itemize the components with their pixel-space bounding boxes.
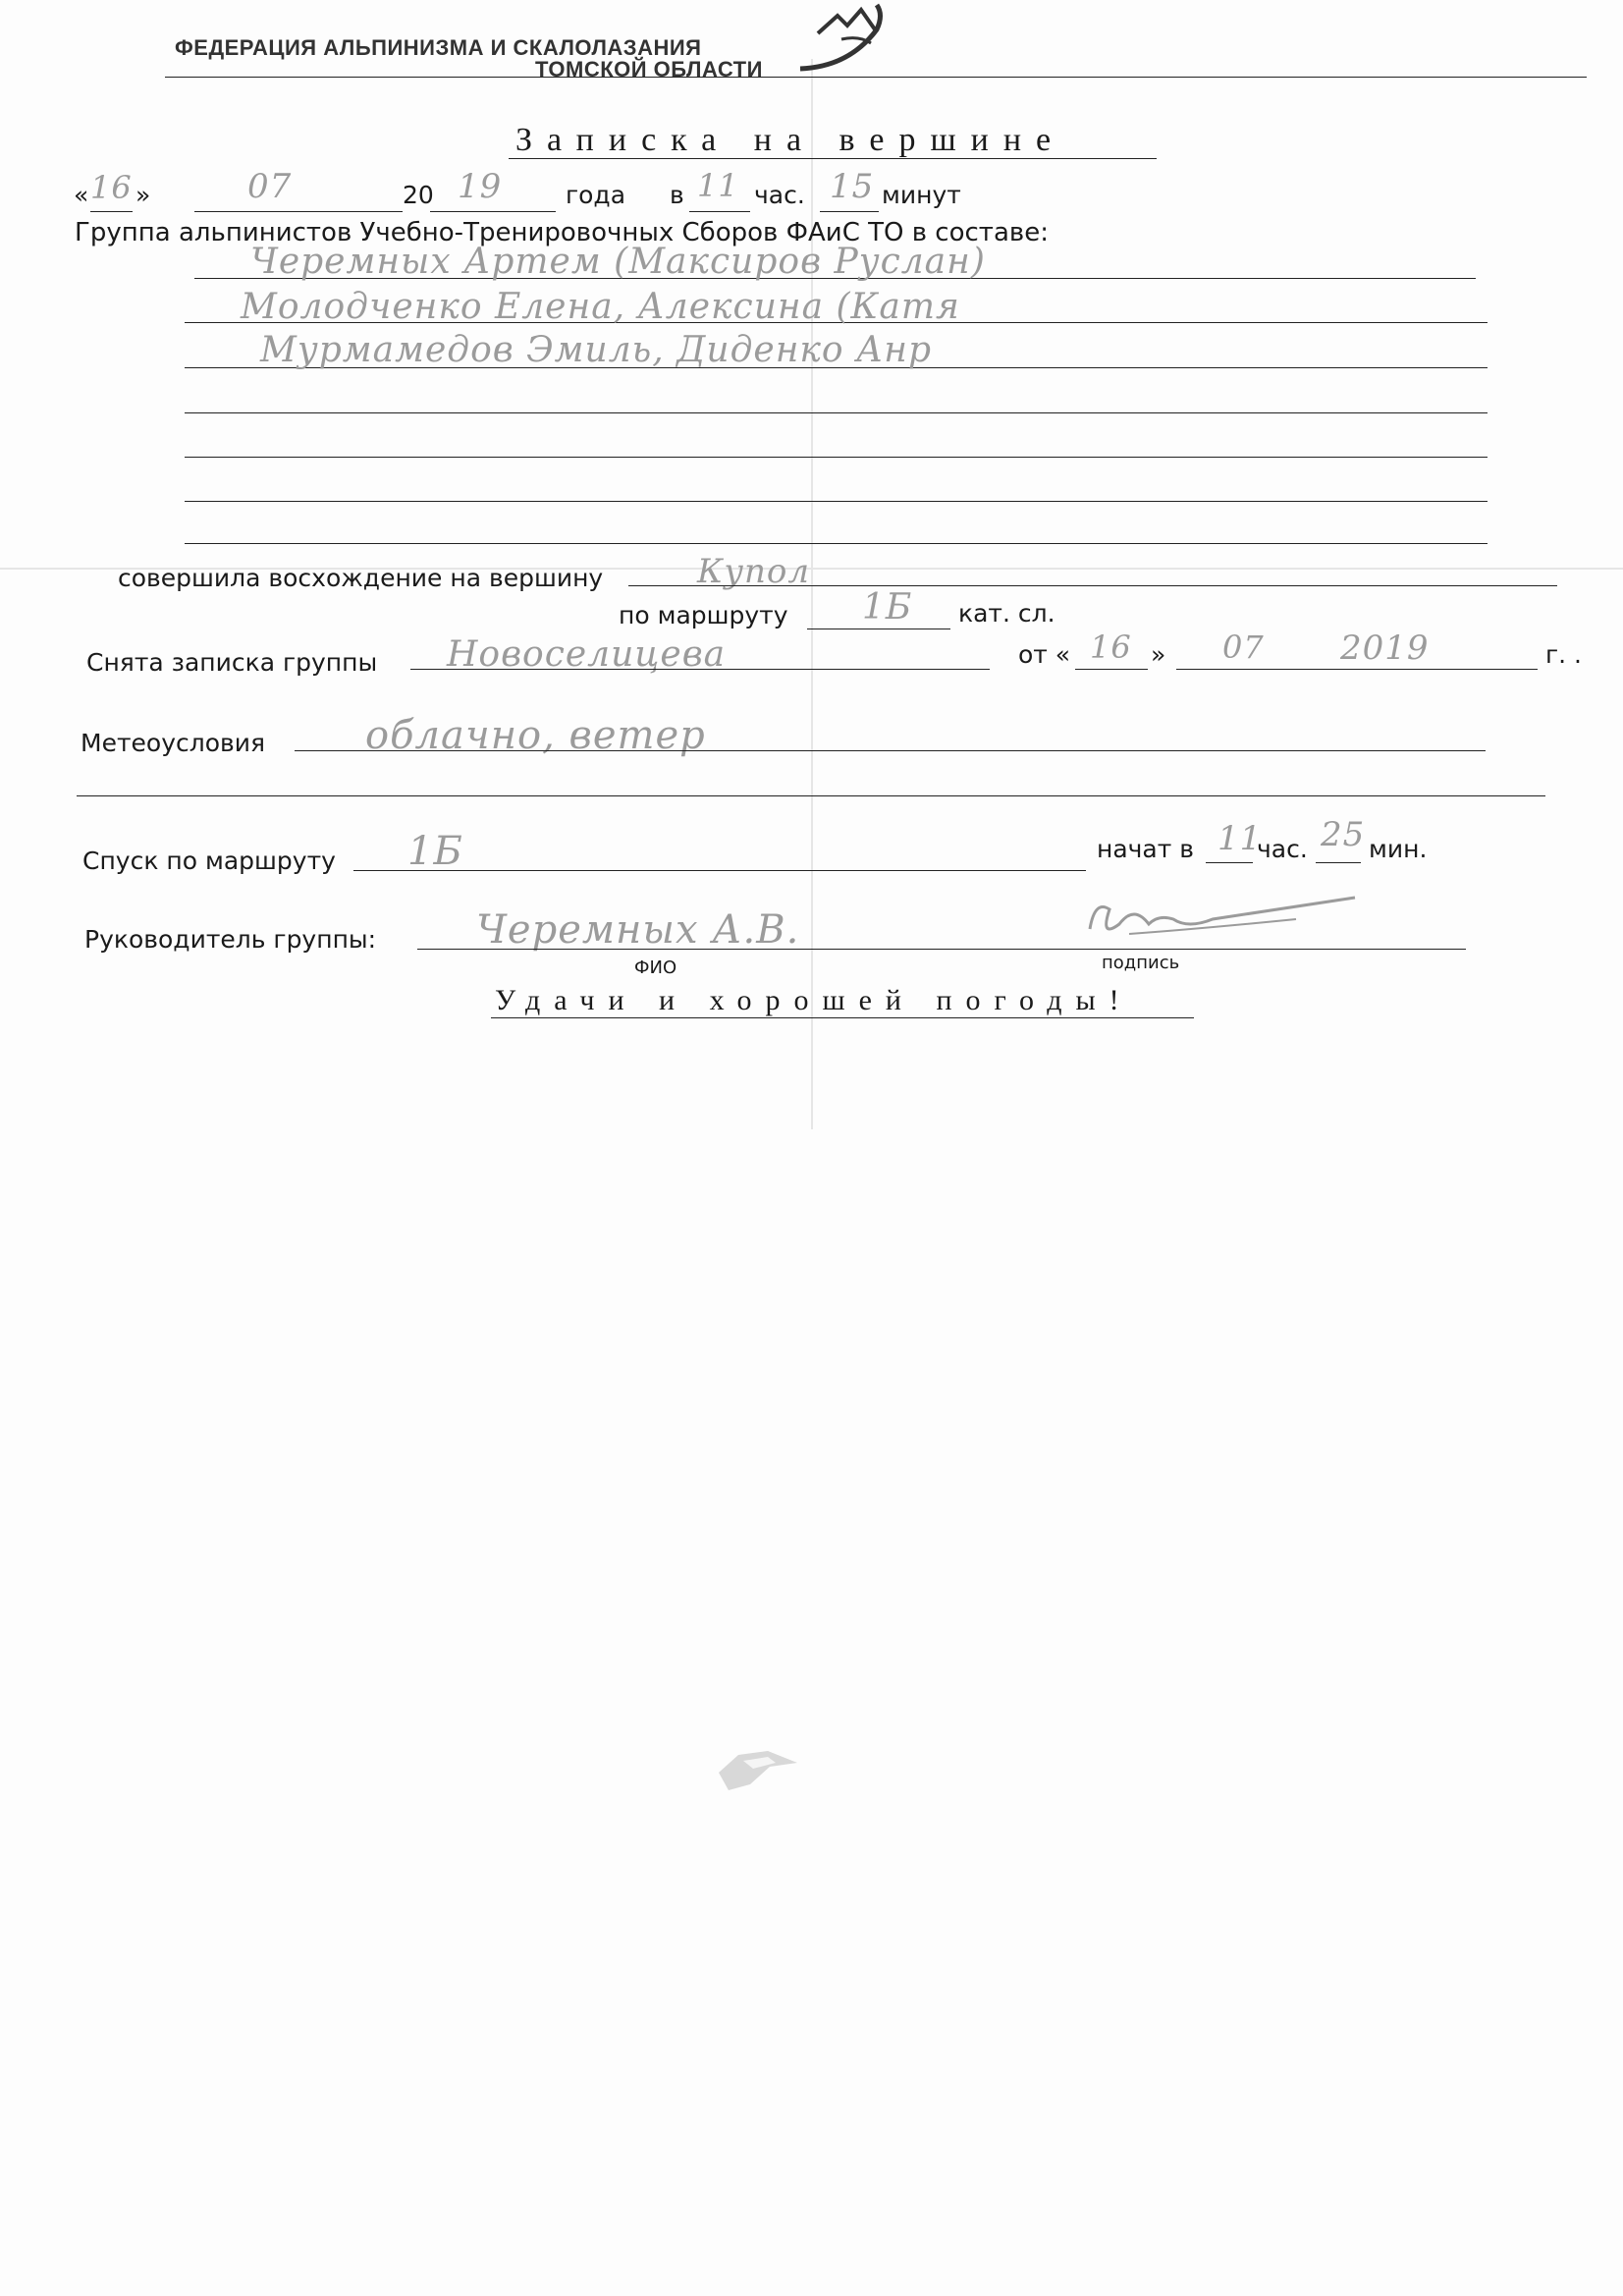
- page-title: Записка на вершине: [515, 122, 1066, 158]
- descent-minute-label: мин.: [1369, 835, 1428, 863]
- leader-label: Руководитель группы:: [84, 925, 377, 954]
- date-minute-label: минут: [882, 181, 961, 209]
- date-at-label: в: [670, 181, 684, 209]
- weather-line-1: [295, 750, 1486, 751]
- descent-minute-value: 25: [1321, 815, 1366, 854]
- members-line-4: [185, 412, 1488, 413]
- footer-underline: [491, 1017, 1194, 1018]
- org-name-line2: ТОМСКОЙ ОБЛАСТИ: [535, 57, 763, 82]
- mountain-logo-icon: [790, 0, 898, 81]
- summit-label: совершила восхождение на вершину: [118, 564, 604, 592]
- date-month-line: [194, 211, 403, 212]
- removed-note-quote-close: »: [1151, 640, 1166, 669]
- org-name-line1: ФЕДЕРАЦИЯ АЛЬПИНИЗМА И СКАЛОЛАЗАНИЯ: [175, 35, 702, 60]
- date-hour-value: 11: [697, 167, 739, 204]
- removed-note-group-value: Новоселицева: [447, 634, 727, 675]
- removed-note-year-value: 2019: [1340, 629, 1430, 668]
- date-quote-open: «: [74, 181, 89, 209]
- date-year-label: года: [566, 181, 626, 209]
- removed-note-year-label: г. .: [1545, 640, 1582, 669]
- date-day-line: [90, 211, 133, 212]
- removed-note-from-label: от «: [1018, 640, 1071, 669]
- summit-value: Купол: [697, 552, 811, 591]
- date-quote-close: »: [135, 181, 151, 209]
- title-underline: [509, 158, 1157, 159]
- members-value-3: Мурмамедов Эмиль, Диденко Анр: [260, 330, 933, 370]
- descent-hour-label: час.: [1257, 835, 1308, 863]
- route-value: 1Б: [862, 587, 913, 628]
- descent-value: 1Б: [407, 829, 463, 874]
- descent-minute-line: [1316, 862, 1361, 863]
- members-line-6: [185, 501, 1488, 502]
- descent-line: [353, 870, 1086, 871]
- descent-hour-value: 11: [1217, 819, 1263, 858]
- removed-note-label: Снята записка группы: [86, 648, 378, 677]
- removed-note-month-value: 07: [1222, 629, 1265, 666]
- descent-label: Спуск по маршруту: [82, 847, 336, 875]
- leader-name-caption: ФИО: [634, 957, 677, 978]
- weather-value: облачно, ветер: [365, 713, 706, 758]
- date-minute-line: [820, 211, 879, 212]
- date-year-value: 19: [458, 167, 503, 206]
- weather-label: Метеоусловия: [81, 729, 266, 757]
- date-minute-value: 15: [830, 167, 875, 206]
- summit-line: [628, 585, 1557, 586]
- leader-signature-caption: подпись: [1102, 953, 1180, 973]
- date-year-prefix: 20: [403, 181, 434, 209]
- removed-note-day-line: [1075, 669, 1148, 670]
- removed-note-group-line: [410, 669, 990, 670]
- date-year-line: [430, 211, 556, 212]
- leader-name-value: Черемных А.В.: [476, 907, 800, 953]
- leader-signature: [1041, 880, 1365, 958]
- header-rule: [165, 77, 1587, 78]
- weather-line-2: [77, 795, 1545, 796]
- category-label: кат. сл.: [958, 599, 1055, 628]
- date-hour-line: [689, 211, 750, 212]
- removed-note-date-line: [1176, 669, 1538, 670]
- paper-stain: [699, 1733, 807, 1794]
- members-line-7: [185, 543, 1488, 544]
- date-hour-label: час.: [754, 181, 805, 209]
- members-value-2: Молодченко Елена, Алексина (Катя: [241, 287, 960, 327]
- members-value-1: Черемных Артем (Максиров Руслан): [250, 242, 986, 282]
- removed-note-day-value: 16: [1090, 629, 1132, 666]
- date-day-value: 16: [90, 169, 133, 206]
- descent-start-label: начат в: [1097, 835, 1194, 863]
- members-line-5: [185, 457, 1488, 458]
- descent-hour-line: [1206, 862, 1253, 863]
- footer-wish: Удачи и хорошей погоды!: [495, 984, 1133, 1016]
- date-month-value: 07: [247, 167, 293, 206]
- leader-line: [417, 949, 1466, 950]
- group-label: Группа альпинистов Учебно-Тренировочных Сборов ФАиС ТО в составе:: [75, 218, 1049, 247]
- route-label: по маршруту: [619, 601, 788, 629]
